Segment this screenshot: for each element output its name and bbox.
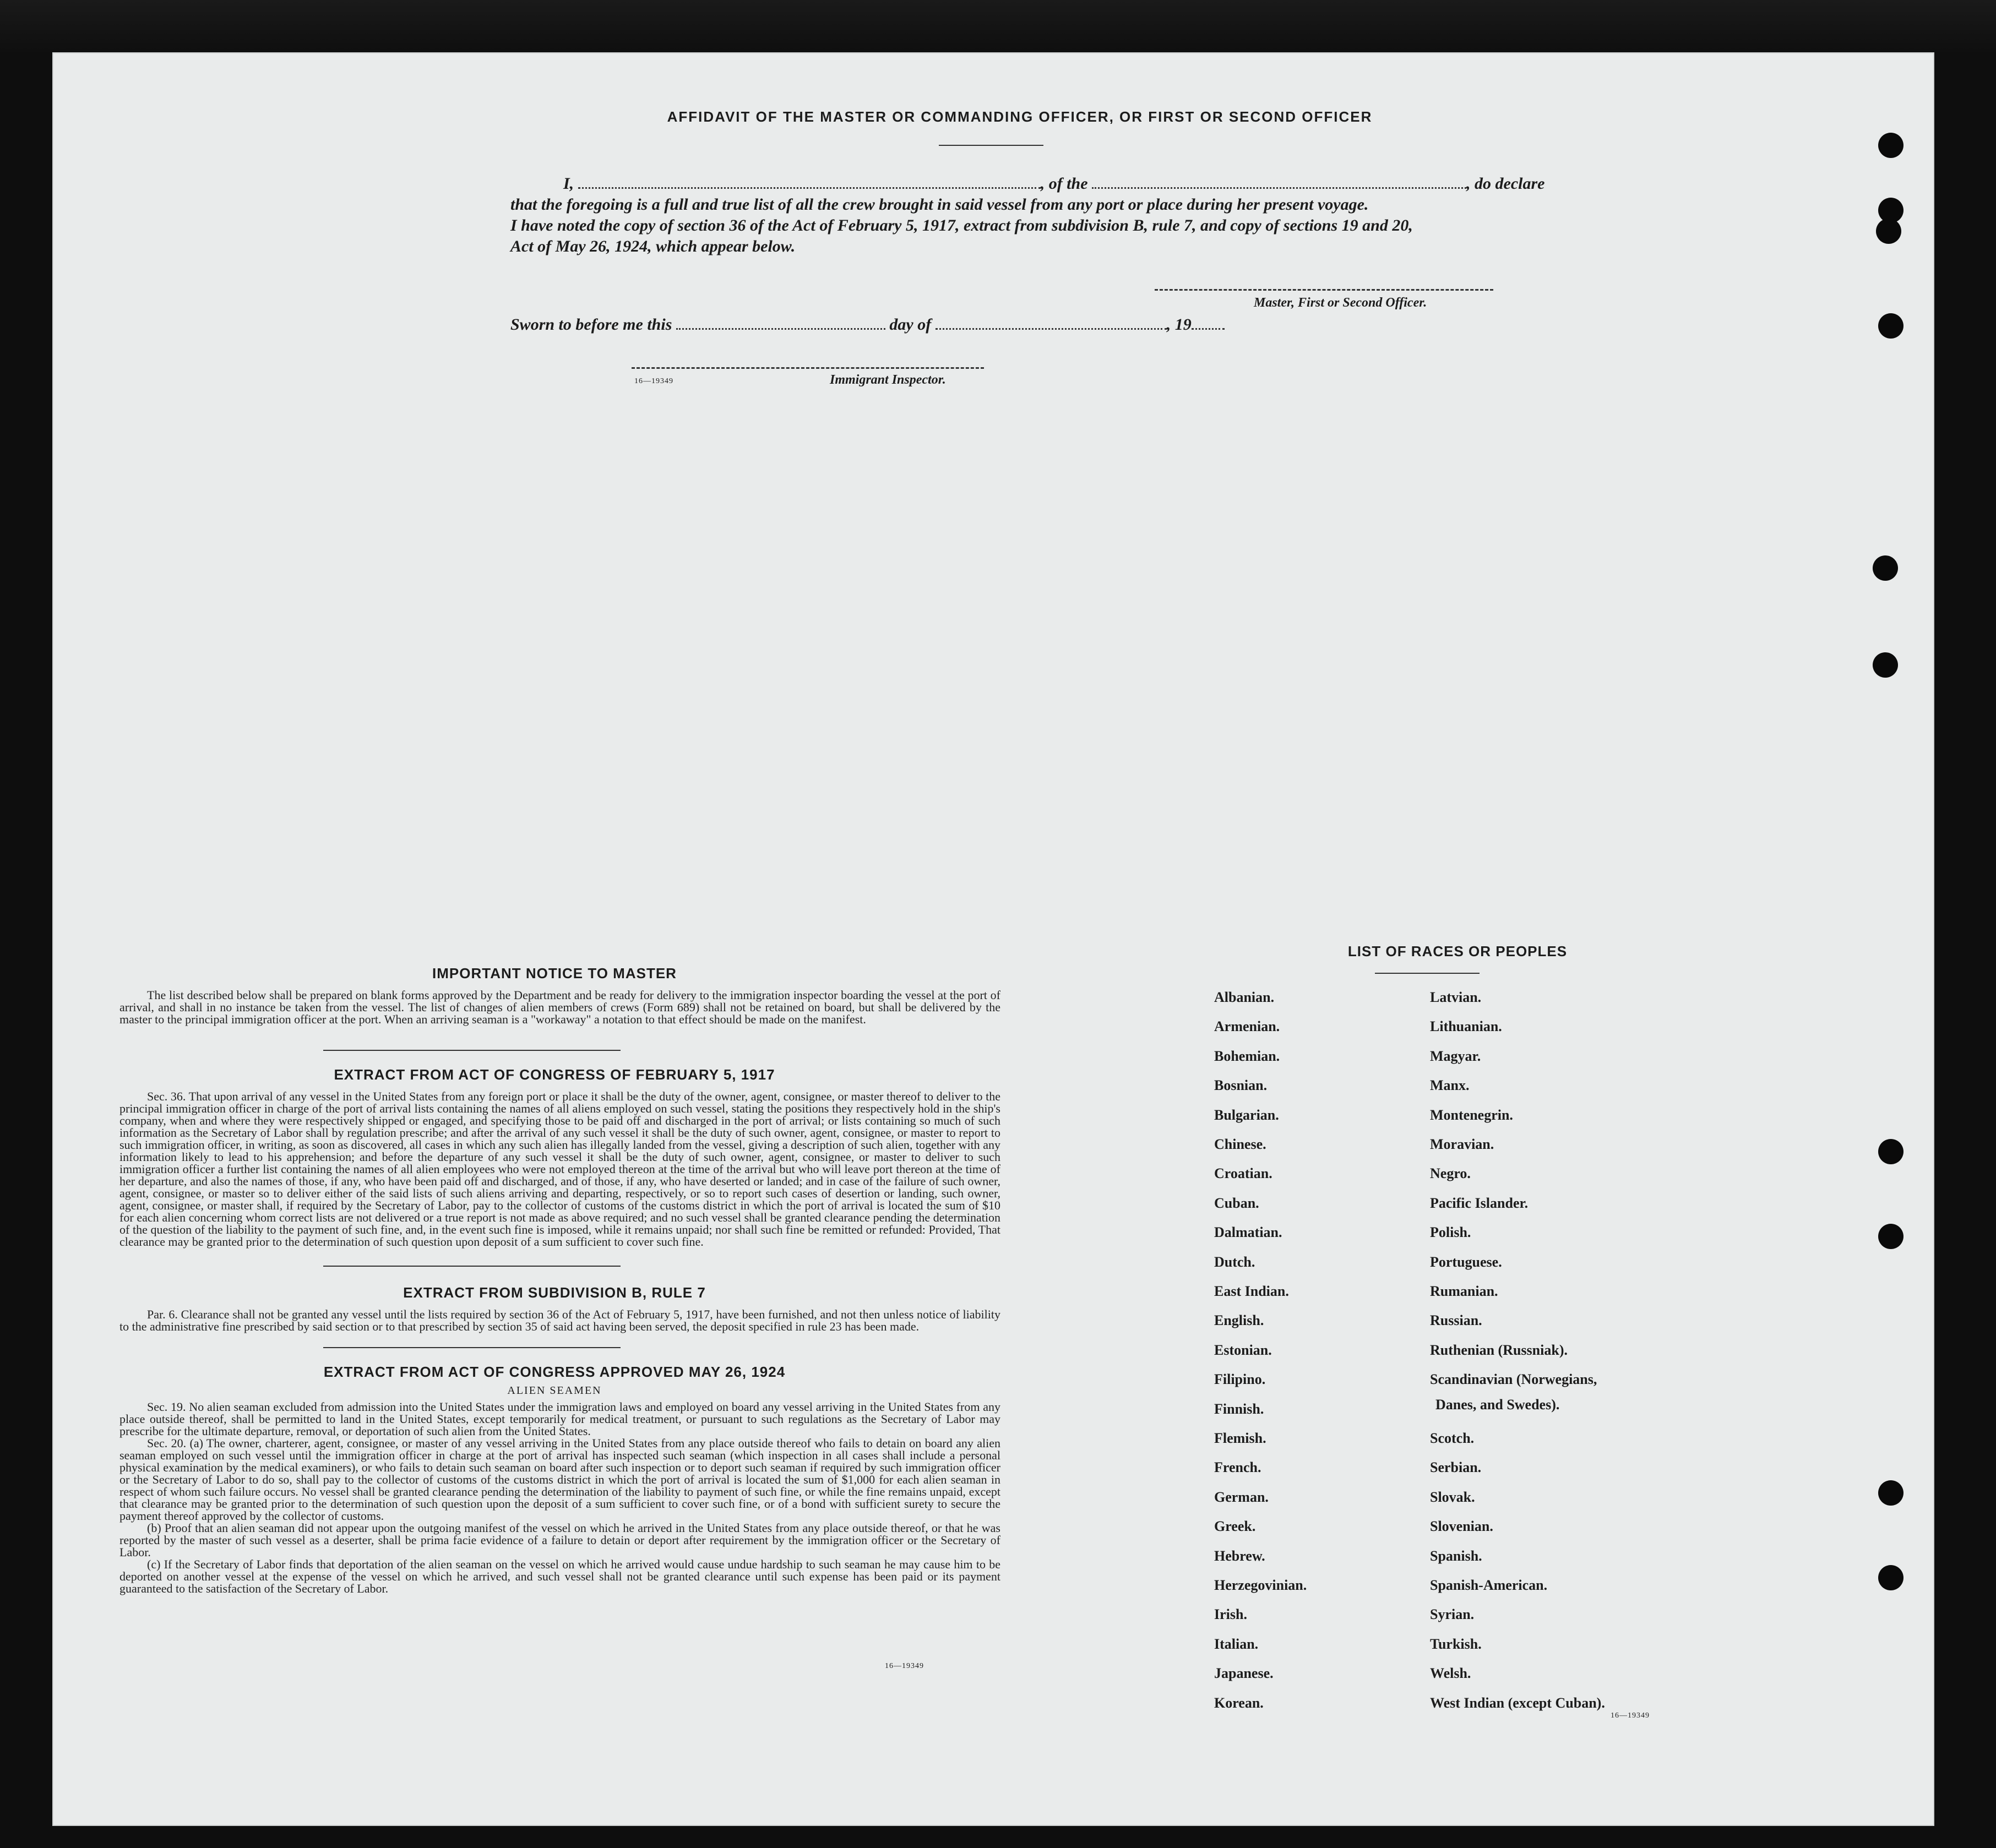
rule-7-text: Par. 6. Clearance shall not be granted any vessel until the lists required by section 36 of the Act of February 5, 1917, have been furnished, and not then unless notice of liability to the administrative fine prescribed by said section or to that prescribed by section 35 of said act having been served, the deposit specified in rule 23 has been made. (119, 1307, 1000, 1333)
race-item: Japanese. (1214, 1665, 1274, 1682)
race-item: Lithuanian. (1430, 1018, 1502, 1035)
race-item: Spanish-American. (1430, 1577, 1548, 1593)
races-form-number: 16—19349 (1611, 1711, 1650, 1720)
day-of-label: day of (889, 315, 932, 334)
punch-hole-icon (1873, 652, 1898, 678)
race-item: Croatian. (1214, 1165, 1272, 1182)
punch-hole-icon (1878, 133, 1903, 158)
race-item: Spanish. (1430, 1547, 1482, 1564)
race-item: French. (1214, 1459, 1261, 1476)
punch-hole-icon (1878, 313, 1903, 339)
inspector-label: Immigrant Inspector. (830, 373, 946, 387)
race-item: Scandinavian (Norwegians, (1430, 1371, 1597, 1388)
race-item: Finnish. (1214, 1400, 1264, 1417)
affidavit-line-4: Act of May 26, 1924, which appear below. (510, 237, 796, 255)
punch-hole-icon (1878, 1480, 1903, 1506)
sworn-year-field[interactable] (1192, 325, 1225, 330)
race-item: Russian. (1430, 1312, 1482, 1329)
race-item: Welsh. (1430, 1665, 1471, 1682)
of-the-label: , of the (1040, 175, 1088, 193)
affidavit-line-2: that the foregoing is a full and true list of all the crew brought in said vessel from any port or place during her present voyage. (510, 195, 1369, 214)
section-19-text: Sec. 19. No alien seaman excluded from admission into the United States under the immigration laws and employed on board any vessel arriving in the United States from any place outside thereof, shall be permitted to land in the United States, except temporarily for medical treatment, or pursuant to such regulations as the Secretary of Labor may prescribe for the ultimate departure, removal, or deportation of such alien from the United States. (119, 1400, 1000, 1438)
rule-7-body (119, 1309, 1000, 1333)
race-item: Pacific Islander. (1430, 1195, 1529, 1211)
affidavit-form-number: 16—19349 (634, 377, 673, 385)
race-item: Slovenian. (1430, 1518, 1493, 1535)
section-20a-text: Sec. 20. (a) The owner, charterer, agent, consignee, or master of any vessel arriving in the United States from any place outside thereof who fails to detain on board any alien seaman employed on such vessel until the immigration officer in charge at the port of arrival has inspected such seaman (which inspection in all cases shall include a personal physical examination by the medical examiners), or who fails to detain such seaman on board after such inspection or to deport such seaman if required by such immigration officer or the Secretary of Labor to do so, shall pay to the collector of customs of the customs district in which the port of arrival is located the sum of $1,000 for each alien seaman in respect of whom such failure occurs. No vessel shall be granted clearance pending the determination of the liability to payment of such fine, or while the fine remains unpaid, except that clearance may be granted prior to the determination of such question upon the deposit of a sum sufficient to cover such fine, or of a bond with sufficient surety to secure the payment thereof approved by the collector of customs. (119, 1436, 1000, 1523)
section-divider (323, 1266, 621, 1267)
race-item: Slovak. (1430, 1489, 1475, 1505)
document-page (52, 52, 1934, 1826)
race-item: Herzegovinian. (1214, 1577, 1307, 1593)
race-item: Dutch. (1214, 1253, 1255, 1270)
year-label: , 19 (1166, 315, 1192, 334)
race-item: Montenegrin. (1430, 1106, 1513, 1123)
punch-hole-icon (1876, 219, 1901, 244)
affidavit-line-1 (510, 173, 1568, 194)
notice-body (119, 989, 1000, 1026)
race-item: English. (1214, 1312, 1264, 1329)
sworn-line (510, 315, 1225, 334)
vessel-name-field[interactable] (1092, 184, 1466, 189)
race-item: Manx. (1430, 1077, 1470, 1094)
declarant-i: I, (563, 175, 574, 193)
notice-title: IMPORTANT NOTICE TO MASTER (432, 965, 677, 982)
race-item: Korean. (1214, 1694, 1264, 1711)
extract-1924-body (119, 1401, 1000, 1595)
extract-1917-body (119, 1091, 1000, 1248)
punch-hole-icon (1878, 1139, 1903, 1164)
race-item: Turkish. (1430, 1636, 1482, 1652)
extract-1924-title: EXTRACT FROM ACT OF CONGRESS APPROVED MAY 26, 1924 (323, 1364, 786, 1380)
race-item: Bosnian. (1214, 1077, 1268, 1094)
notice-text: The list described below shall be prepared on blank forms approved by the Department and be ready for delivery to the immigration inspector boarding the vessel at the port of arrival, and shall in no instance be taken from the vessel. The list of changes of alien members of crews (Form 689) shall not be retained on board, but shall be delivered by the master to the principal immigration officer at the port. When an arriving seaman is a "workaway" a notation to that effect should be made on the manifest. (119, 988, 1000, 1026)
affidavit-declaration (510, 173, 1568, 257)
race-item: Irish. (1214, 1606, 1247, 1623)
extract-form-number: 16—19349 (885, 1662, 924, 1670)
affidavit-title: AFFIDAVIT OF THE MASTER OR COMMANDING OFFICER, OR FIRST OR SECOND OFFICER (667, 108, 1373, 125)
race-item: Flemish. (1214, 1430, 1266, 1446)
race-item: Serbian. (1430, 1459, 1482, 1476)
races-title: LIST OF RACES OR PEOPLES (1347, 943, 1568, 960)
section-divider (323, 1347, 621, 1348)
race-item: Syrian. (1430, 1606, 1475, 1623)
race-item: East Indian. (1214, 1283, 1289, 1299)
race-item: Moravian. (1430, 1136, 1494, 1152)
sworn-day-field[interactable] (676, 325, 885, 330)
section-20c-text: (c) If the Secretary of Labor finds that deportation of the alien seaman on the vessel on which he arrived would cause undue hardship to such seaman he may cause him to be deported on another vessel at the expense of the vessel on which he arrived, and such vessel shall not be granted clearance until such expense has been paid or its payment guaranteed to the satisfaction of the Secretary of Labor. (119, 1557, 1000, 1595)
master-signature-line[interactable] (1155, 289, 1493, 291)
punch-hole-icon (1873, 555, 1898, 581)
race-item: Cuban. (1214, 1195, 1259, 1211)
race-item: German. (1214, 1489, 1269, 1505)
race-item: Scotch. (1430, 1430, 1475, 1446)
scan-border (0, 0, 1996, 55)
race-item: Ruthenian (Russniak). (1430, 1342, 1568, 1358)
race-item: Italian. (1214, 1636, 1259, 1652)
section-36-label: Sec. 36. (147, 1089, 186, 1103)
race-item: Rumanian. (1430, 1283, 1498, 1299)
affidavit-line-3: I have noted the copy of section 36 of the Act of February 5, 1917, extract from subdivision B, rule 7, and copy of sections 19 and 20, (510, 216, 1413, 235)
race-item: Armenian. (1214, 1018, 1280, 1035)
race-item: West Indian (except Cuban). (1430, 1694, 1605, 1711)
race-item: Greek. (1214, 1518, 1256, 1535)
inspector-signature-line[interactable] (632, 367, 984, 369)
race-item: Chinese. (1214, 1136, 1266, 1152)
race-item: Magyar. (1430, 1048, 1481, 1064)
race-item: Polish. (1430, 1224, 1471, 1241)
race-item: Albanian. (1214, 989, 1275, 1005)
declare-label: , do declare (1466, 175, 1545, 193)
punch-hole-icon (1878, 1565, 1903, 1590)
punch-hole-icon (1878, 1224, 1903, 1249)
sworn-label: Sworn to before me this (510, 315, 672, 334)
scandinavian-continuation: Danes, and Swedes). (1435, 1397, 1560, 1413)
section-36-body: That upon arrival of any vessel in the United States from any foreign port or place it shall be the duty of the owner, agent, consignee, or master thereof to deliver to the principal immigration officer in charge of the port of arrival lists containing the names of all aliens employed on such vessel, stating the positions they respectively hold in the ship's company, when and where they were respectively shipped or engaged, and specifying those to be paid off and discharged in the port of arrival; or lists containing so much of such information as the Secretary of Labor shall by regulation prescribe; and after the arrival of any such vessel it shall be the duty of such owner, agent, consignee, or master to report to such immigration officer, in writing, as soon as discovered, all cases in which any such alien has illegally landed from the vessel, giving a description of such alien, together with any information likely to lead to his apprehension; and before the departure of any such vessel it shall be the duty of such owner, agent, consignee, or master to deliver to such immigration officer a further list containing the names of all alien employees who were not employed thereon at the time of the arrival but who will leave port thereon at the time of her departure, and also the names of those, if any, who have been paid off and discharged, and of those, if any, who have deserted or landed; and in case of the failure of such owner, agent, consignee, or master so to deliver either of the said lists of such aliens arriving and departing, respectively, or so to report such cases of desertion or landing, such owner, agent, consignee, or master shall, if required by the Secretary of Labor, pay to the collector of customs of the customs district in which the port of arrival is located the sum of $10 for each alien concerning whom correct lists are not delivered or a true report is not made as above required; and no such vessel shall be granted clearance pending the determination of the question of the liability to the payment of such fine, and, in the event such fine is imposed, while it remains unpaid; nor shall such fine be remitted or refunded: Provided, That clearance may be granted prior to the determination of such question upon deposit of a sum sufficient to cover such fine. (119, 1089, 1001, 1249)
race-item: Estonian. (1214, 1342, 1272, 1358)
race-item: Latvian. (1430, 989, 1482, 1005)
race-item: Hebrew. (1214, 1547, 1265, 1564)
races-title-underline (1375, 973, 1480, 974)
race-item: Portuguese. (1430, 1253, 1502, 1270)
section-36-text (119, 1091, 1000, 1248)
title-underline (939, 145, 1043, 146)
race-item: Negro. (1430, 1165, 1471, 1182)
section-20b-text: (b) Proof that an alien seaman did not appear upon the outgoing manifest of the vessel on which he arrived in the United States from any place outside thereof, or that he was reported by the master of such vessel as a deserter, shall be prima facie evidence of a failure to detain or deport after requirement by the immigration officer or the Secretary of Labor. (119, 1521, 1000, 1559)
race-item: Bulgarian. (1214, 1106, 1279, 1123)
race-item: Bohemian. (1214, 1048, 1280, 1064)
declarant-name-field[interactable] (578, 184, 1041, 189)
alien-seamen-subtitle: ALIEN SEAMEN (507, 1384, 602, 1397)
master-signature-label: Master, First or Second Officer. (1254, 296, 1427, 310)
sworn-month-field[interactable] (936, 325, 1167, 330)
race-item: Filipino. (1214, 1371, 1266, 1388)
rule-7-title: EXTRACT FROM SUBDIVISION B, RULE 7 (403, 1284, 706, 1301)
extract-1917-title: EXTRACT FROM ACT OF CONGRESS OF FEBRUARY 5, 1917 (334, 1066, 775, 1083)
section-divider (323, 1050, 621, 1051)
race-item: Dalmatian. (1214, 1224, 1282, 1241)
